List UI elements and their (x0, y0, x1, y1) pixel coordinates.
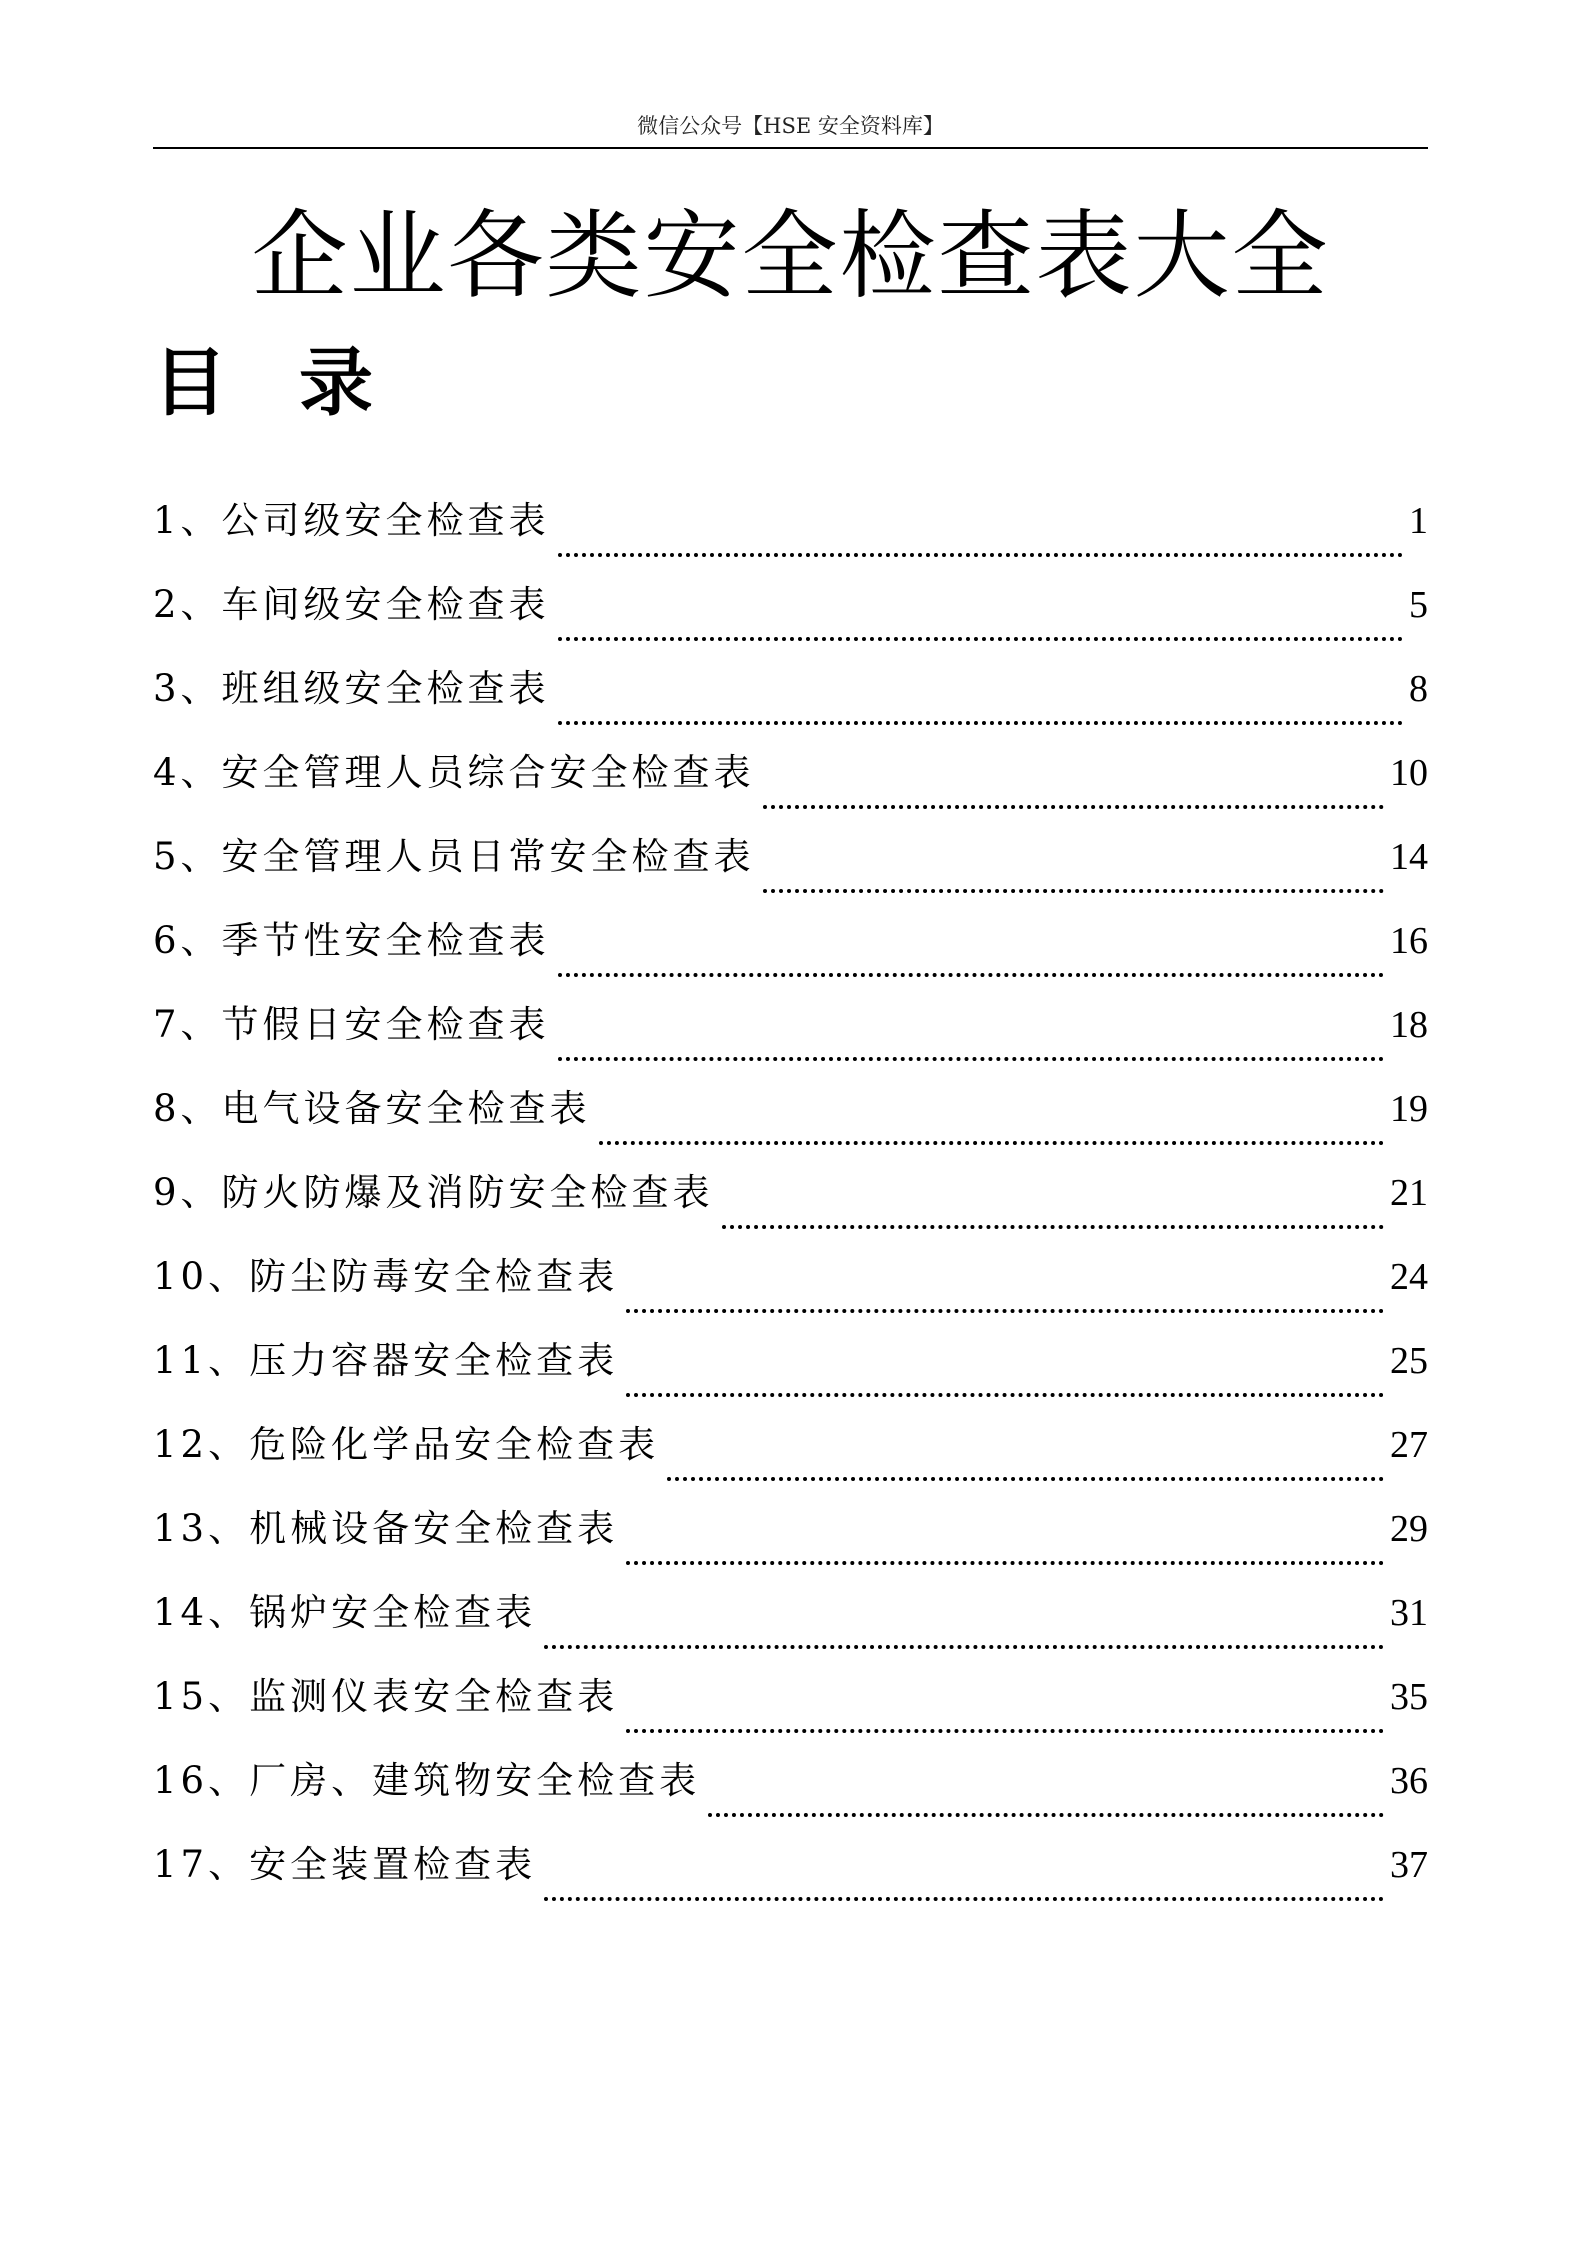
toc-dot-leader (599, 1141, 1384, 1145)
toc-entry[interactable] (153, 1165, 1428, 1249)
toc-entry[interactable] (153, 913, 1428, 997)
toc-entry-label: 1、公司级安全检查表 (153, 499, 550, 542)
toc-entry-label: 3、班组级安全检查表 (153, 667, 550, 710)
toc-entry-page: 29 (1390, 1508, 1428, 1550)
toc-entry-page: 21 (1390, 1172, 1428, 1214)
toc-entry-label: 10、防尘防毒安全检查表 (153, 1255, 619, 1298)
toc-entry-page: 35 (1390, 1676, 1428, 1718)
toc-entry[interactable] (153, 829, 1428, 913)
toc-heading: 目录 (153, 340, 445, 426)
toc-entry-page: 31 (1390, 1592, 1428, 1634)
table-of-contents (153, 493, 1428, 1921)
toc-entry[interactable] (153, 1249, 1428, 1333)
toc-entry-page: 18 (1390, 1004, 1428, 1046)
toc-dot-leader (763, 889, 1384, 893)
toc-entry[interactable] (153, 1753, 1428, 1837)
toc-entry-page: 27 (1390, 1424, 1428, 1466)
toc-entry-label: 15、监测仪表安全检查表 (153, 1675, 619, 1718)
toc-dot-leader (626, 1729, 1384, 1733)
toc-entry[interactable] (153, 1417, 1428, 1501)
toc-entry[interactable] (153, 493, 1428, 577)
toc-entry-page: 25 (1390, 1340, 1428, 1382)
toc-entry[interactable] (153, 1837, 1428, 1921)
header-rule (153, 147, 1428, 149)
toc-dot-leader (558, 973, 1384, 977)
toc-entry-page: 16 (1390, 920, 1428, 962)
toc-dot-leader (558, 1057, 1384, 1061)
toc-entry-page: 24 (1390, 1256, 1428, 1298)
toc-entry-label: 7、节假日安全检查表 (153, 1003, 550, 1046)
toc-entry-label: 13、机械设备安全检查表 (153, 1507, 619, 1550)
toc-entry-label: 14、锅炉安全检查表 (153, 1591, 537, 1634)
toc-entry[interactable] (153, 1333, 1428, 1417)
toc-entry-page: 37 (1390, 1844, 1428, 1886)
toc-entry-label: 2、车间级安全检查表 (153, 583, 550, 626)
toc-entry-label: 6、季节性安全检查表 (153, 919, 550, 962)
toc-entry[interactable] (153, 997, 1428, 1081)
toc-entry-label: 17、安全装置检查表 (153, 1843, 537, 1886)
toc-dot-leader (708, 1813, 1384, 1817)
toc-entry-page: 19 (1390, 1088, 1428, 1130)
document-title: 企业各类安全检查表大全 (251, 200, 1330, 312)
toc-entry[interactable] (153, 1669, 1428, 1753)
toc-dot-leader (626, 1393, 1384, 1397)
toc-dot-leader (626, 1561, 1384, 1565)
running-header: 微信公众号【HSE 安全资料库】 (637, 114, 944, 138)
toc-entry-page: 14 (1390, 836, 1428, 878)
toc-entry-label: 11、压力容器安全检查表 (153, 1339, 619, 1382)
toc-dot-leader (558, 721, 1403, 725)
toc-entry[interactable] (153, 1585, 1428, 1669)
toc-entry-label: 12、危险化学品安全检查表 (153, 1423, 660, 1466)
toc-dot-leader (558, 553, 1403, 557)
toc-dot-leader (722, 1225, 1384, 1229)
toc-dot-leader (763, 805, 1384, 809)
toc-dot-leader (544, 1645, 1384, 1649)
toc-entry-page: 10 (1390, 752, 1428, 794)
toc-entry[interactable] (153, 745, 1428, 829)
toc-entry[interactable] (153, 1501, 1428, 1585)
toc-entry-label: 16、厂房、建筑物安全检查表 (153, 1759, 701, 1802)
toc-dot-leader (544, 1897, 1384, 1901)
toc-dot-leader (558, 637, 1403, 641)
toc-dot-leader (626, 1309, 1384, 1313)
toc-entry[interactable] (153, 577, 1428, 661)
toc-entry-page: 5 (1409, 584, 1428, 626)
toc-entry-label: 9、防火防爆及消防安全检查表 (153, 1171, 714, 1214)
toc-dot-leader (667, 1477, 1384, 1481)
toc-entry-page: 36 (1390, 1760, 1428, 1802)
toc-entry[interactable] (153, 1081, 1428, 1165)
toc-entry-page: 8 (1409, 668, 1428, 710)
toc-entry-label: 4、安全管理人员综合安全检查表 (153, 751, 755, 794)
toc-entry-label: 8、电气设备安全检查表 (153, 1087, 591, 1130)
toc-entry-page: 1 (1409, 500, 1428, 542)
toc-entry[interactable] (153, 661, 1428, 745)
toc-entry-label: 5、安全管理人员日常安全检查表 (153, 835, 755, 878)
